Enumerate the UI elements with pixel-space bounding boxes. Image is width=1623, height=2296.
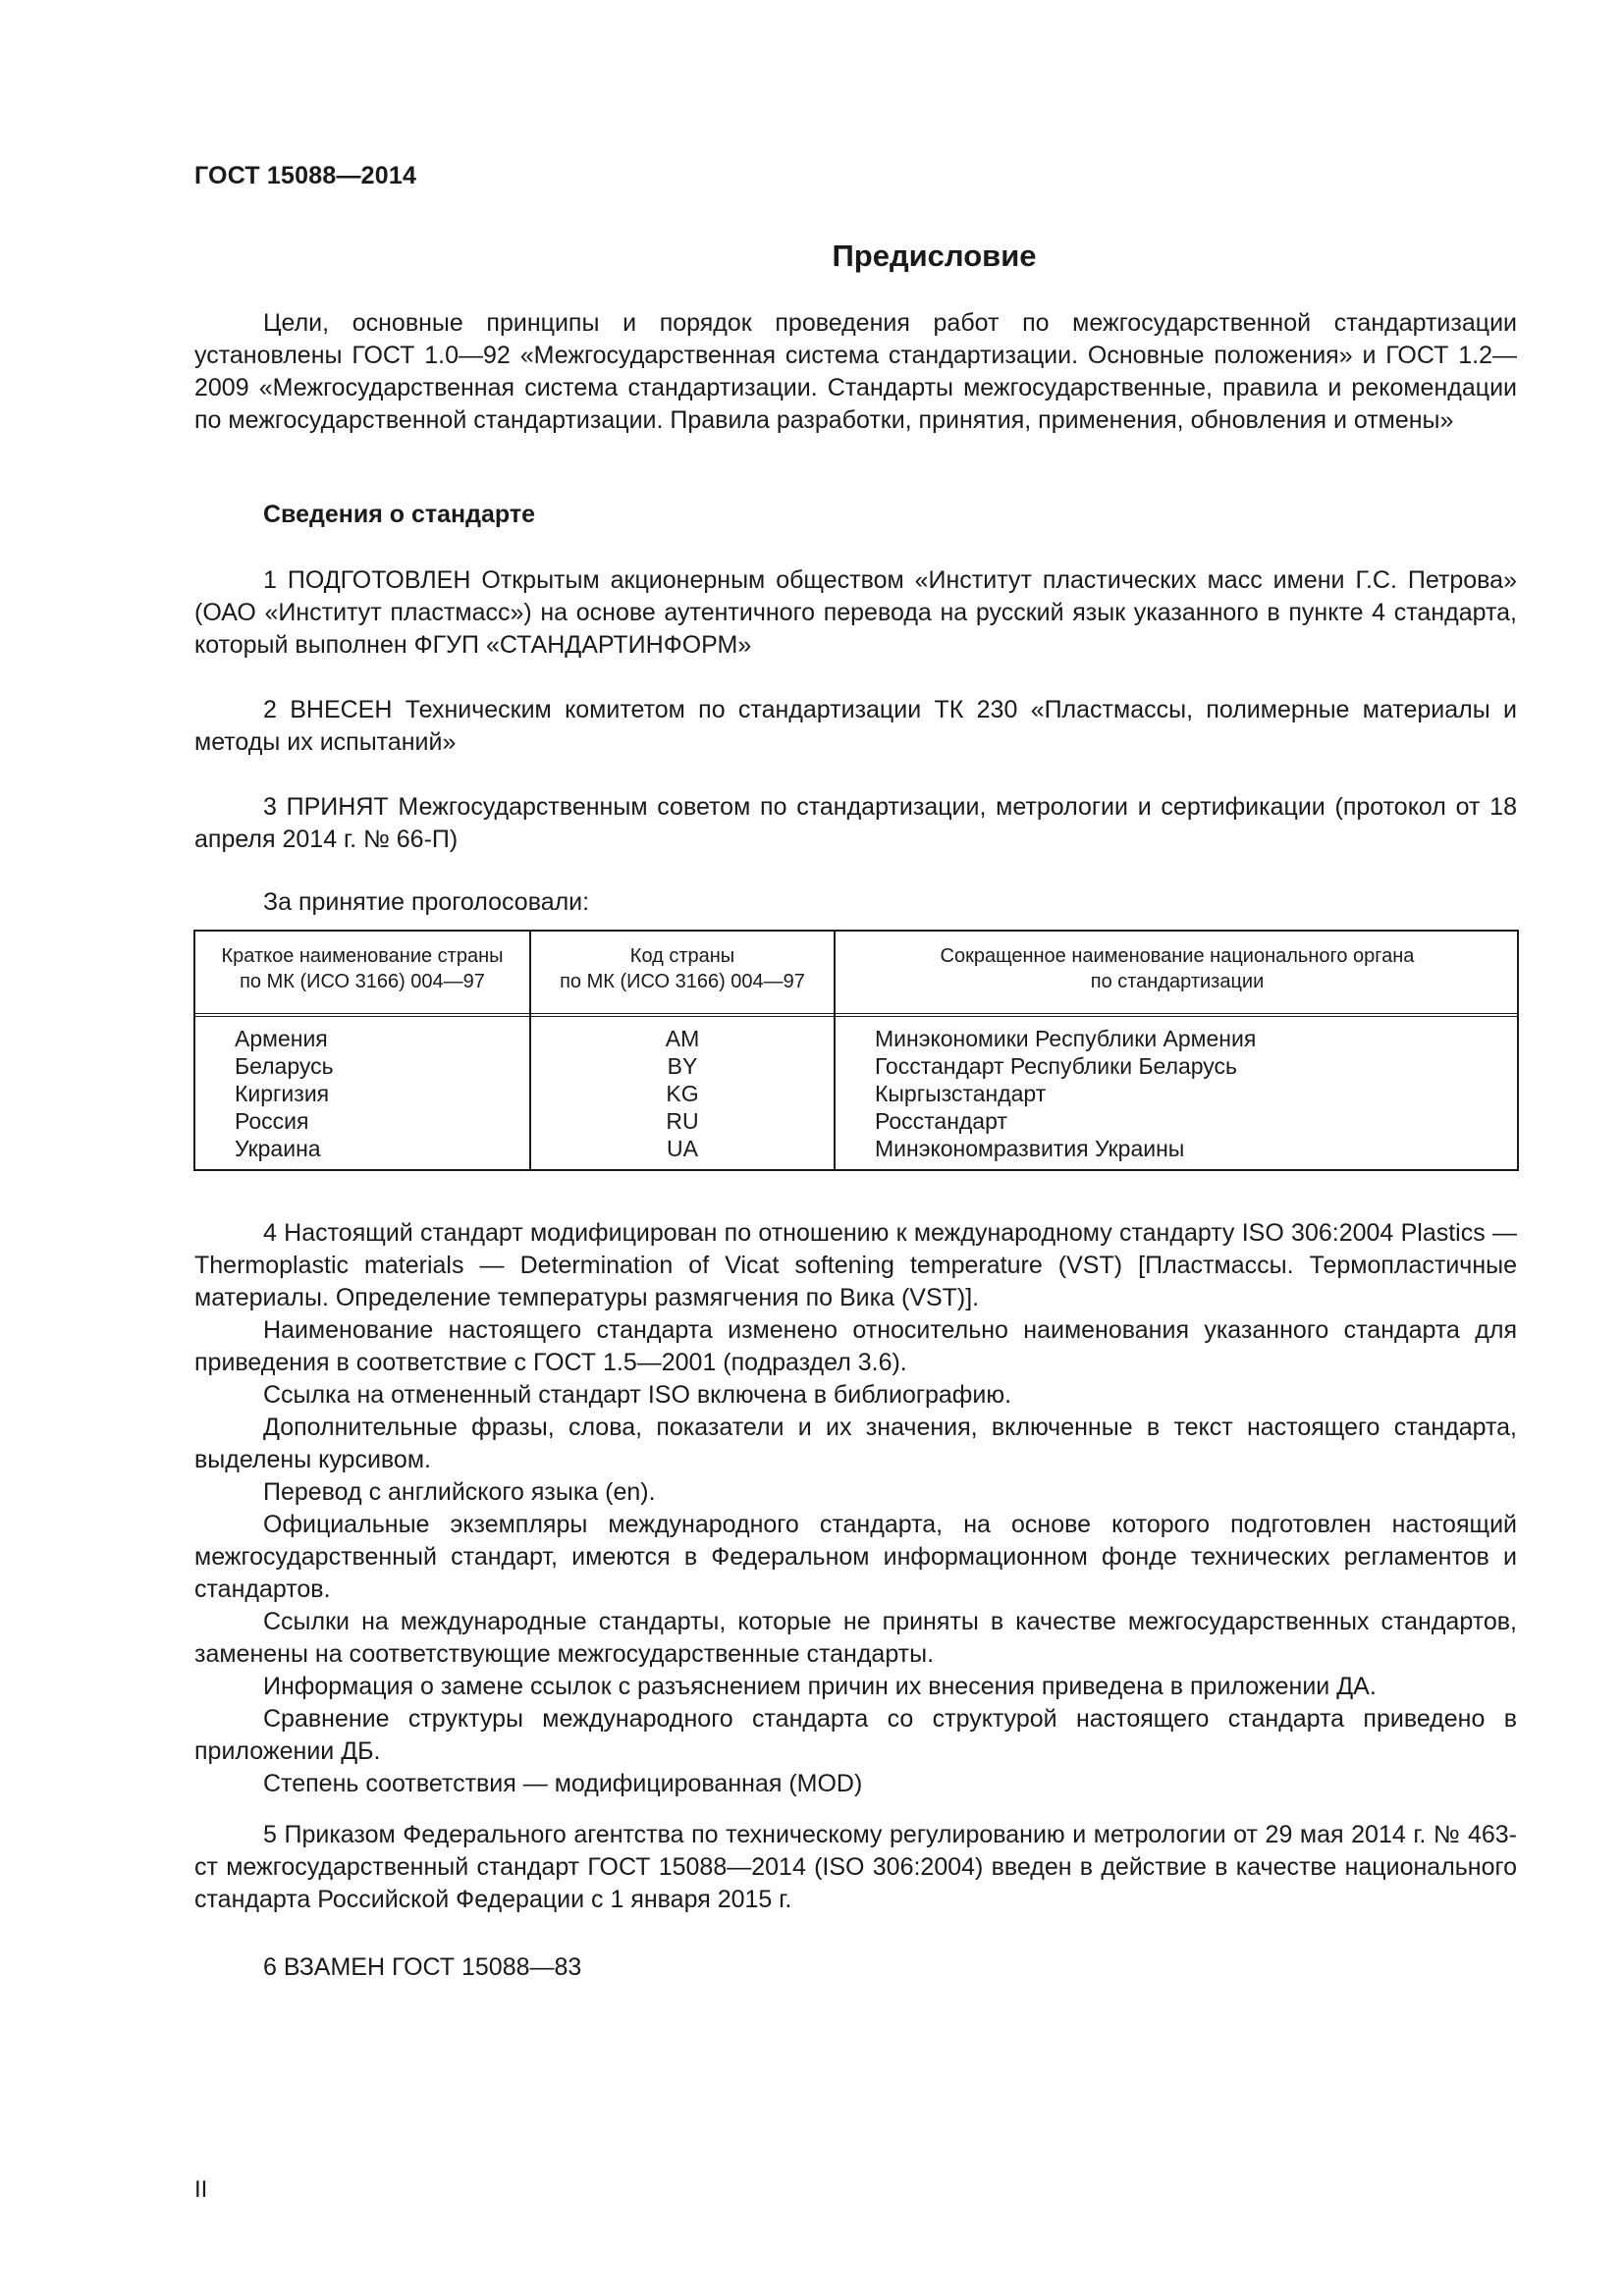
- table-cell: UA: [667, 1136, 698, 1161]
- voting-table: [193, 930, 1519, 1171]
- paragraph-3: 3 ПРИНЯТ Межгосударственным советом по стандартизации, метрологии и сертификации (протокол от 18 апреля 2014 г. № 66-П): [194, 793, 1517, 853]
- table-cell: Росстандарт: [875, 1108, 1007, 1134]
- paragraph-4-line: Информация о замене ссылок с разъяснением причин их внесения приведена в приложении ДА.: [263, 1673, 1377, 1700]
- table-cell: BY: [667, 1053, 698, 1079]
- paragraph-4-line: Официальные экземпляры международного стандарта, на основе которого подготовлен настоящий межгосударственный стандарт, имеются в Федеральном информационном фонде технических регламентов и стандартов.: [194, 1511, 1517, 1603]
- table-cell: Минэкономразвития Украины: [875, 1136, 1185, 1161]
- paragraph-4-line: Ссылки на международные стандарты, которые не приняты в качестве межгосударственных стандартов, заменены на соответствующие межгосударственные стандарты.: [194, 1608, 1517, 1668]
- table-cell: Армения: [235, 1026, 328, 1051]
- paragraph-4-line: Перевод с английского языка (en).: [263, 1478, 656, 1506]
- intro-paragraph: Цели, основные принципы и порядок проведения работ по межгосударственной стандартизации установлены ГОСТ 1.0—92 «Межгосударственная система стандартизации. Основные положения» и ГОСТ 1.2—2009 «Межгосударственная система стандартизации. Стандарты межгосударственные, правила и рекомендации по межгосударственной стандартизации. Правила разработки, принятия, применения, обновления и отмены»: [194, 309, 1517, 434]
- paragraph-4-line: 4 Настоящий стандарт модифицирован по отношению к международному стандарту ISO 306:2004 Plastics — Thermoplastic materials — Determination of Vicat softening temperature (VST) [Пластмассы. Термопластичные материалы. Определение температуры размягчения по Вика (VST)].: [194, 1219, 1517, 1311]
- table-header-code: Код страны по МК (ИСО 3166) 004—97: [560, 945, 805, 992]
- paragraph-2: 2 ВНЕСЕН Техническим комитетом по стандартизации ТК 230 «Пластмассы, полимерные материалы и методы их испытаний»: [194, 696, 1517, 756]
- section-heading: Сведения о стандарте: [263, 501, 536, 528]
- paragraph-4-line: Наименование настоящего стандарта изменено относительно наименования указанного стандарта для приведения в соответствие с ГОСТ 1.5—2001 (подраздел 3.6).: [194, 1316, 1517, 1376]
- table-cell: Минэкономики Республики Армения: [875, 1026, 1257, 1051]
- document-code: ГОСТ 15088—2014: [194, 162, 417, 189]
- table-header-rule: [195, 1013, 1517, 1017]
- paragraph-4-line: Сравнение структуры международного стандарта со структурой настоящего стандарта приведено в приложении ДБ.: [194, 1705, 1517, 1765]
- paragraph-4-line: Ссылка на отмененный стандарт ISO включена в библиографию.: [263, 1381, 1012, 1409]
- table-cell: Россия: [235, 1108, 309, 1134]
- table-cell: Госстандарт Республики Беларусь: [875, 1053, 1238, 1079]
- paragraph-4-line: Дополнительные фразы, слова, показатели и их значения, включенные в текст настоящего стандарта, выделены курсивом.: [194, 1414, 1517, 1473]
- paragraph-5: 5 Приказом Федерального агентства по техническому регулированию и метрологии от 29 мая 2014 г. № 463-ст межгосударственный стандарт ГОСТ 15088—2014 (ISO 306:2004) введен в действие в качестве национального стандарта Российской Федерации с 1 января 2015 г.: [194, 1821, 1517, 1913]
- table-cell: KG: [666, 1081, 699, 1106]
- page-title: Предисловие: [832, 239, 1037, 273]
- table-cell: Киргизия: [235, 1081, 330, 1106]
- body-column: [875, 1025, 1256, 1162]
- paragraph-6: 6 ВЗАМЕН ГОСТ 15088—83: [263, 1953, 582, 1981]
- table-cell: AM: [665, 1026, 700, 1051]
- table-cell: Беларусь: [235, 1053, 334, 1079]
- table-cell: RU: [666, 1108, 699, 1134]
- table-header-body: Сокращенное наименование национального органа по стандартизации: [940, 945, 1415, 992]
- table-cell: Кыргызстандарт: [875, 1081, 1047, 1106]
- code-column: [531, 1025, 834, 1162]
- paragraph-4-block: [194, 1217, 1517, 1800]
- table-cell: Украина: [235, 1136, 321, 1161]
- voted-label: За принятие проголосовали:: [263, 888, 590, 916]
- page-number: II: [194, 2176, 208, 2203]
- paragraph-4-line: Степень соответствия — модифицированная (MOD): [263, 1770, 863, 1797]
- country-column: [235, 1025, 334, 1162]
- table-header-country: Краткое наименование страны по МК (ИСО 3166) 004—97: [221, 945, 504, 992]
- paragraph-1: 1 ПОДГОТОВЛЕН Открытым акционерным обществом «Институт пластических масс имени Г.С. Петрова» (ОАО «Институт пластмасс») на основе аутентичного перевода на русский язык указанного в пункте 4 стандарта, который выполнен ФГУП «СТАНДАРТИНФОРМ»: [194, 566, 1517, 659]
